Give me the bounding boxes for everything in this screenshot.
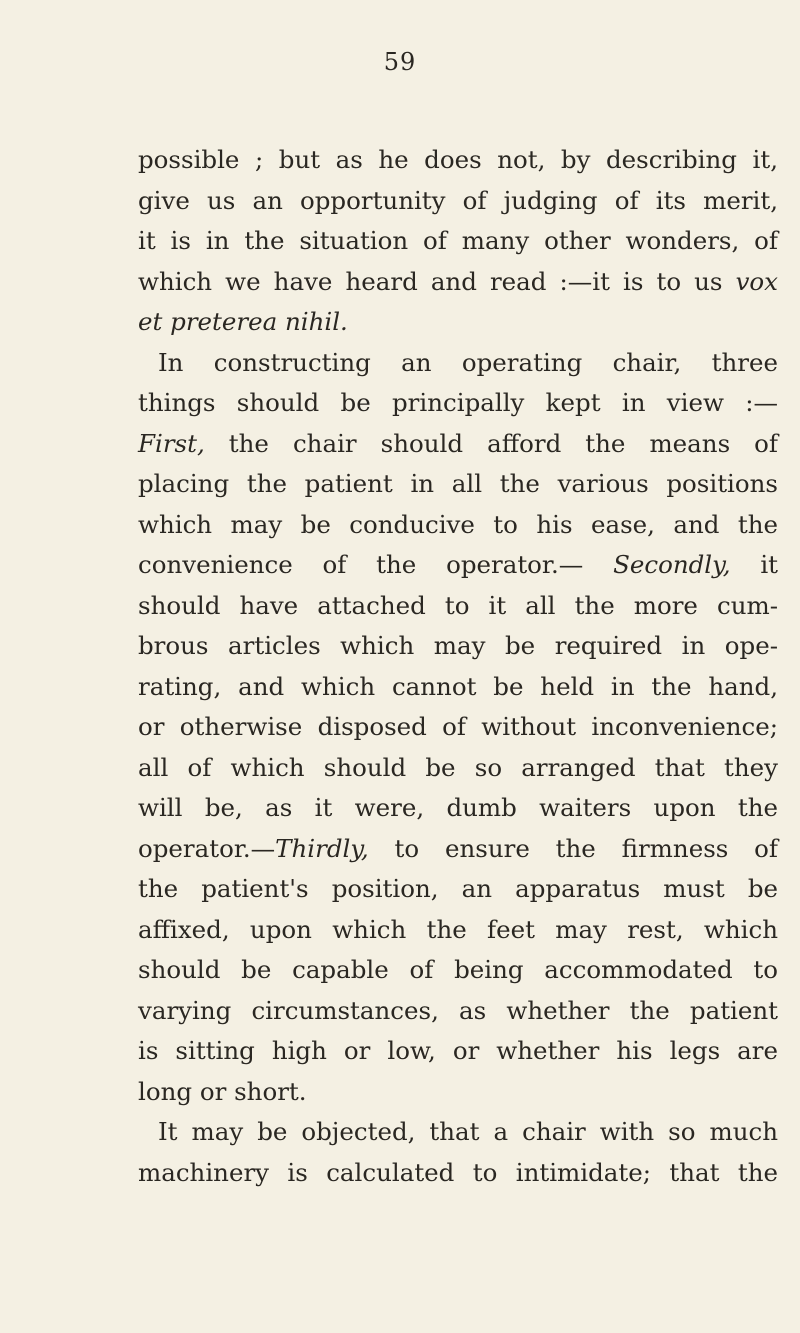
text-segment: the chair should afford the means of [204,428,778,458]
text-segment: or otherwise disposed of without inconvenience; [138,712,778,741]
text-segment: brous articles which may be required in ope- [138,631,778,660]
text-line [138,586,778,627]
body-text [138,140,778,1193]
italic-text: Secondly, [613,550,731,579]
text-line [138,302,778,343]
text-segment: should have attached to it all the more cum- [138,590,778,620]
page-number: 59 [383,48,417,76]
text-segment: long or short. [138,1076,307,1106]
text-line [138,181,778,222]
text-line [138,464,778,505]
text-line [138,343,778,384]
text-segment: give us an opportunity of judging of its merit, [138,185,778,215]
text-segment: all of which should be so arranged that they [138,752,778,782]
text-line [138,707,778,748]
text-segment: will be, as it were, dumb waiters upon the [138,793,778,822]
italic-text: vox [735,266,778,296]
text-line [138,1031,778,1072]
text-segment: convenience of the operator.— [138,550,614,579]
text-segment: placing the patient in all the various positions [138,469,778,498]
text-segment: which we have heard and read :—it is to us [138,266,736,296]
text-segment: the patient's position, an apparatus must be [138,874,778,903]
italic-text: et preterea nihil. [138,307,348,336]
text-line [138,869,778,910]
text-line [138,910,778,951]
text-segment: should be capable of being accommodated to [138,955,778,984]
text-line [138,1112,778,1153]
text-line [138,667,778,708]
text-line [138,829,778,870]
text-line [138,788,778,829]
italic-text: First, [138,428,205,458]
text-line [138,221,778,262]
text-segment: which may be conducive to his ease, and the [138,509,778,539]
text-line [138,950,778,991]
text-segment: varying circumstances, as whether the patient [138,995,778,1025]
text-segment: It may be objected, that a chair with so much [158,1117,778,1146]
text-line [138,383,778,424]
text-segment: rating, and which cannot be held in the hand, [138,671,778,701]
text-line [138,1153,778,1194]
text-segment: In constructing an operating chair, three [158,347,778,377]
text-segment: operator.— [138,833,276,863]
text-line [138,991,778,1032]
text-segment: affixed, upon which the feet may rest, which [138,914,778,944]
text-line [138,545,778,586]
italic-text: Thirdly, [275,833,369,863]
text-segment: machinery is calculated to intimidate; that the [138,1157,778,1187]
text-segment: it is in the situation of many other wonders, of [138,226,778,255]
text-line [138,505,778,546]
text-line [138,140,778,181]
text-line [138,262,778,303]
text-line [138,748,778,789]
text-segment: things should be principally kept in view :— [138,388,778,417]
text-segment: it [730,550,778,579]
text-segment: possible ; but as he does not, by describing it, [138,145,778,174]
text-line [138,424,778,465]
text-line [138,626,778,667]
text-segment: is sitting high or low, or whether his legs are [138,1036,778,1065]
text-line [138,1072,778,1113]
text-segment: to ensure the firmness of [368,833,778,863]
